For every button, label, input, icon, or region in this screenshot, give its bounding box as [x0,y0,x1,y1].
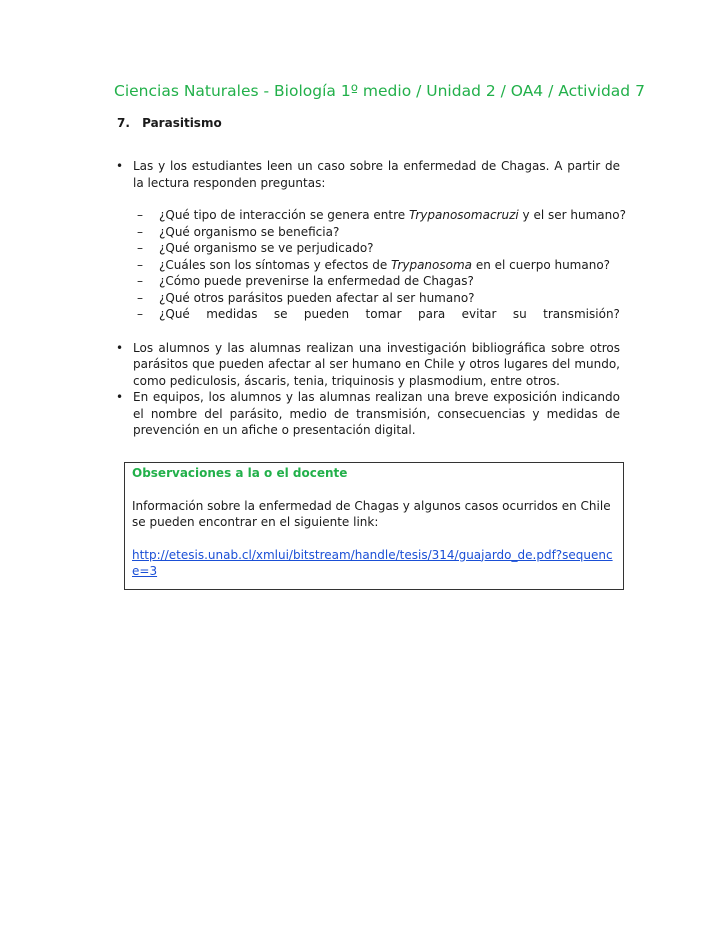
question-item [114,290,620,307]
teacher-notes-box [124,462,624,590]
bullet-text: Los alumnos y las alumnas realizan una investigación bibliográfica sobre otros parásitos que pueden afectar al ser humano en Chile y otros lugares del mundo, como pediculosis, áscaris, tenia, triquinosis y plasmodium, entre otros. [133,340,620,388]
resource-link[interactable]: http://etesis.unab.cl/xmlui/bitstream/handle/tesis/314/guajardo_de.pdf?sequence=3 [132,547,613,578]
dash-icon: – [137,307,143,321]
species-name: Trypanosomacruzi [408,208,519,222]
dash-icon: – [137,208,143,222]
dash-icon: – [137,274,143,288]
question-text: en el cuerpo humano? [472,257,611,272]
question-word: tomar [365,307,402,321]
bullet-item-research [114,340,620,390]
question-text: ¿Cómo puede prevenirse la enfermedad de Chagas? [159,274,474,288]
dash-icon: – [137,257,143,272]
question-item [114,306,620,323]
question-text: ¿Qué otros parásitos pueden afectar al ser humano? [159,290,475,305]
question-word: su [512,307,527,321]
question-word: transmisión? [543,307,620,321]
question-word: evitar [461,307,497,321]
question-word: ¿Qué [159,307,190,321]
question-item [114,240,620,257]
dash-icon: – [137,290,143,305]
question-item [114,273,620,290]
question-text: ¿Qué organismo se ve perjudicado? [159,241,374,255]
genus-name: Trypanosoma [391,257,473,272]
question-item [114,224,620,241]
section-number: 7. [117,116,130,130]
question-text: ¿Cuáles son los síntomas y efectos de [159,257,392,272]
bullet-icon: • [116,340,124,355]
section-title [117,116,222,130]
question-word: se [273,307,288,321]
dash-icon: – [137,224,143,239]
questions-list [114,207,626,323]
question-item [114,257,620,274]
bullet-item-presentation [114,389,620,439]
bullet-text: En equipos, los alumnos y las alumnas realizan una breve exposición indicando el nombre del parásito, medio de transmisión, consecuencias y medidas de prevención en un afiche o presentación digital. [133,390,620,437]
bullet-item-reading [114,158,620,191]
bullet-text: Las y los estudiantes leen un caso sobre la enfermedad de Chagas. A partir de la lectura responden preguntas: [133,159,620,190]
question-word: para [417,307,446,321]
question-item [114,207,626,224]
question-word: pueden [303,307,350,321]
question-text: ¿Qué tipo de interacción se genera entre [159,208,409,222]
question-text: ¿Qué organismo se beneficia? [159,224,340,239]
question-text: y el ser humano? [518,208,626,222]
bullet-icon: • [116,390,124,404]
question-word: medidas [206,307,258,321]
teacher-notes-title: Observaciones a la o el docente [132,466,348,480]
page-header: Ciencias Naturales - Biología 1º medio / Unidad 2 / OA4 / Actividad 7 [114,82,645,100]
activity-content [114,158,626,439]
dash-icon: – [137,241,143,255]
bullet-icon: • [116,159,124,173]
teacher-notes-text: Información sobre la enfermedad de Chagas y algunos casos ocurridos en Chile se pueden encontrar en el siguiente link: [132,498,611,529]
section-name: Parasitismo [142,116,222,130]
